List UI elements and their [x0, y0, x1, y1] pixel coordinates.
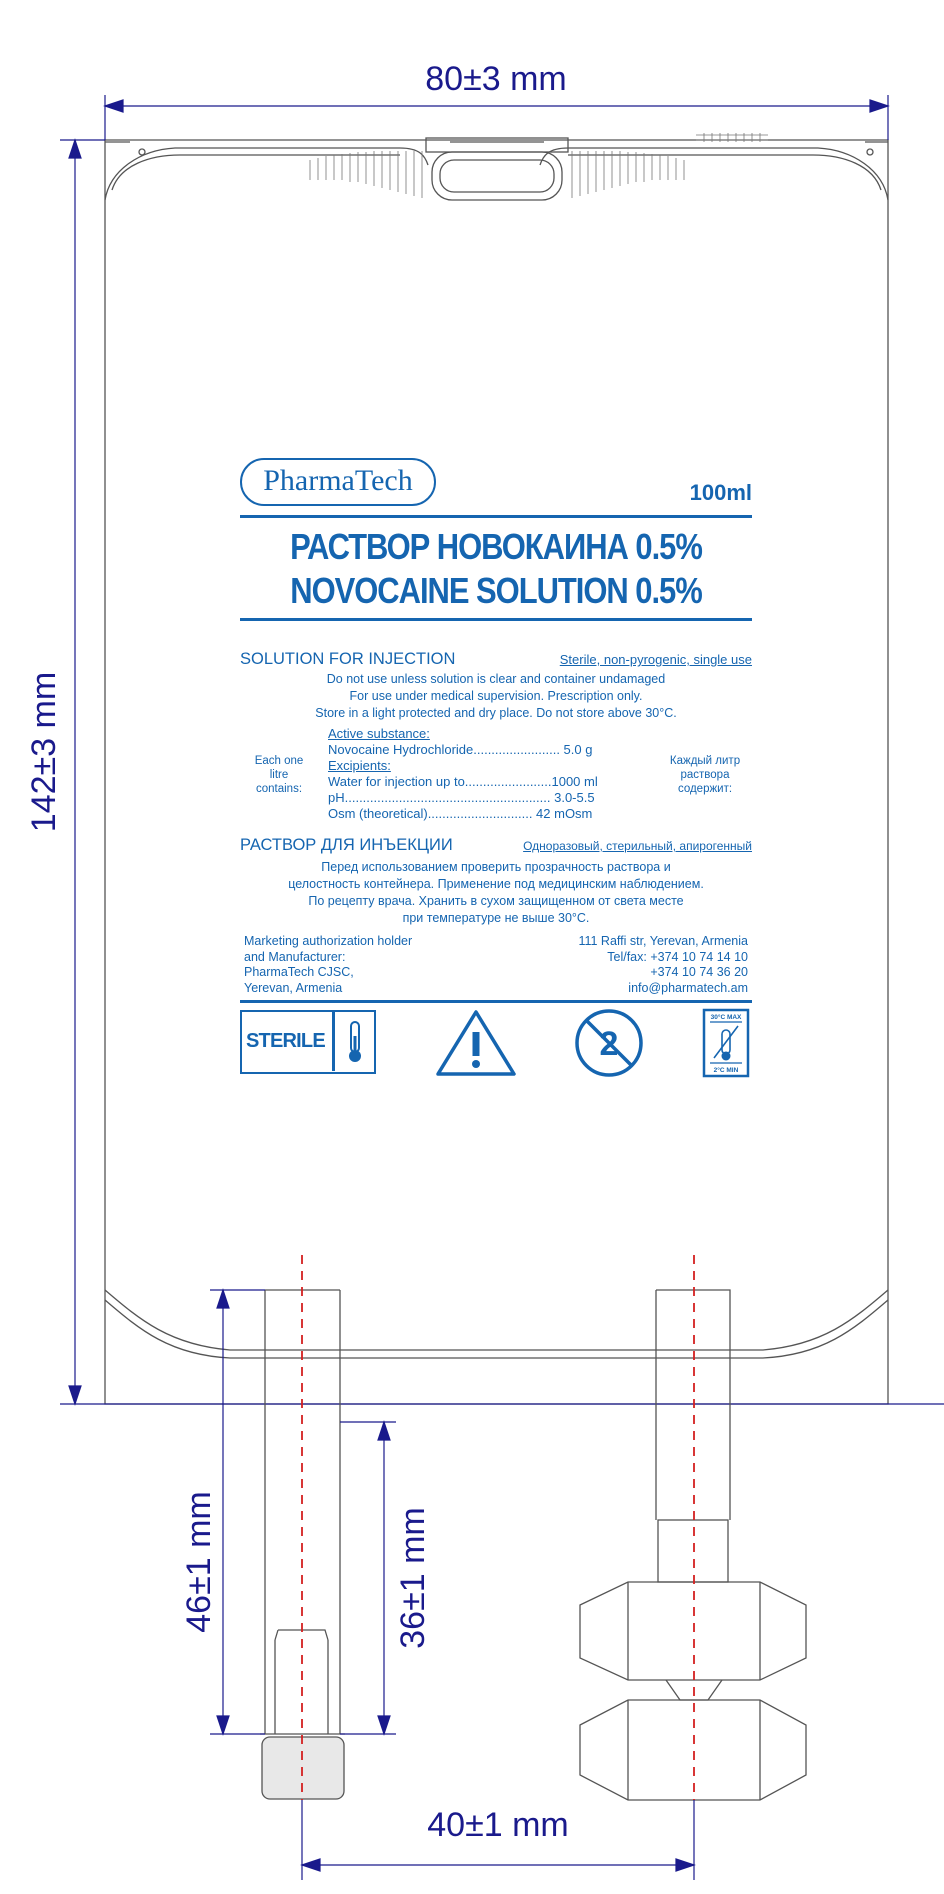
height-dimension-label: 142±3 mm: [25, 671, 63, 833]
thermometer-icon: [342, 1020, 368, 1064]
ru-line: целостность контейнера. Применение под медицинским наблюдением.: [288, 877, 704, 891]
en-line: Do not use unless solution is clear and container undamaged: [326, 672, 666, 686]
divider: [240, 515, 752, 518]
port-spacing-label: 40±1 mm: [427, 1806, 569, 1844]
address-block: [578, 934, 748, 996]
excipient-line: Osm (theoretical)............................. 42 mOsm: [328, 806, 593, 821]
do-not-reuse-icon: [574, 1008, 644, 1078]
divider: [240, 618, 752, 621]
ru-line: Перед использованием проверить прозрачность раствора и: [321, 860, 671, 874]
temperature-limit-icon: [702, 1008, 750, 1078]
sterile-separator: [332, 1012, 335, 1071]
title-en: NOVOCAINE SOLUTION 0.5%: [290, 570, 702, 611]
each-litre-ru-line: содержит:: [677, 783, 733, 795]
width-dimension: [60, 95, 888, 140]
excipients-heading: Excipients:: [328, 758, 391, 773]
port-inner-label: 36±1 mm: [394, 1507, 432, 1649]
do-not-reuse-digit: 2: [599, 1025, 619, 1063]
title-ru: РАСТВОР НОВОКАИНА 0.5%: [290, 526, 702, 567]
holder-line: Yerevan, Armenia: [244, 980, 343, 995]
each-litre-line: Each one: [254, 755, 304, 767]
each-litre-ru-line: раствора: [680, 769, 730, 781]
ru-sterile-note: Одноразовый, стерильный, апирогенный: [523, 839, 752, 853]
volume-text: 100ml: [689, 480, 752, 505]
each-litre-en: [244, 754, 314, 796]
active-line: Novocaine Hydrochloride........................ 5.0 g: [328, 742, 593, 757]
en-sterile-note: Sterile, non-pyrogenic, single use: [559, 652, 752, 667]
holder-line: Marketing authorization holder: [244, 934, 413, 948]
excipient-line: Water for injection up to........................1000 ml: [328, 774, 598, 789]
each-litre-ru-line: Каждый литр: [669, 755, 741, 767]
each-litre-line: litre: [269, 769, 289, 781]
active-heading: Active substance:: [328, 726, 430, 741]
temp-min-text: 2°C MIN: [713, 1067, 739, 1074]
warning-triangle-icon: [434, 1008, 518, 1078]
en-line: For use under medical supervision. Prescription only.: [349, 689, 643, 703]
address-line: info@pharmatech.am: [628, 980, 748, 995]
ru-line: По рецепту врача. Хранить в сухом защищенном от света месте: [308, 894, 684, 908]
bag-outline: [105, 140, 888, 1404]
address-line: +374 10 74 36 20: [650, 965, 748, 979]
temp-max-text: 30°C MAX: [710, 1014, 742, 1021]
each-litre-line: contains:: [255, 783, 303, 795]
ru-heading: РАСТВОР ДЛЯ ИНЪЕКЦИИ: [240, 836, 453, 854]
right-port: [580, 1290, 806, 1800]
port-length-label: 46±1 mm: [180, 1491, 218, 1633]
holder-block: [244, 934, 412, 996]
en-heading: SOLUTION FOR INJECTION: [240, 650, 456, 668]
address-line: Tel/fax: +374 10 74 14 10: [607, 949, 748, 964]
sterile-text: STERILE: [246, 1030, 325, 1052]
sterile-badge: [240, 1010, 376, 1074]
holder-line: and Manufacturer:: [244, 949, 346, 964]
brand-logo: PharmaTech: [240, 458, 436, 506]
en-line: Store in a light protected and dry place. Do not store above 30°C.: [315, 706, 677, 720]
width-dimension-label: 80±3 mm: [425, 60, 567, 98]
hanger-tab: [426, 138, 568, 200]
left-port-cap: [262, 1737, 344, 1799]
height-dimension: [60, 140, 944, 1404]
port-inner-dimension: [340, 1422, 396, 1734]
address-line: 111 Raffi str, Yerevan, Armenia: [578, 934, 748, 948]
hanger-ribs: [310, 133, 768, 198]
divider: [240, 1000, 752, 1003]
holder-line: PharmaTech CJSC,: [244, 965, 354, 979]
ru-line: при температуре не выше 30°C.: [402, 911, 590, 925]
excipient-line: pH......................................................... 3.0-5.5: [328, 790, 595, 805]
each-litre-ru: [660, 754, 750, 796]
